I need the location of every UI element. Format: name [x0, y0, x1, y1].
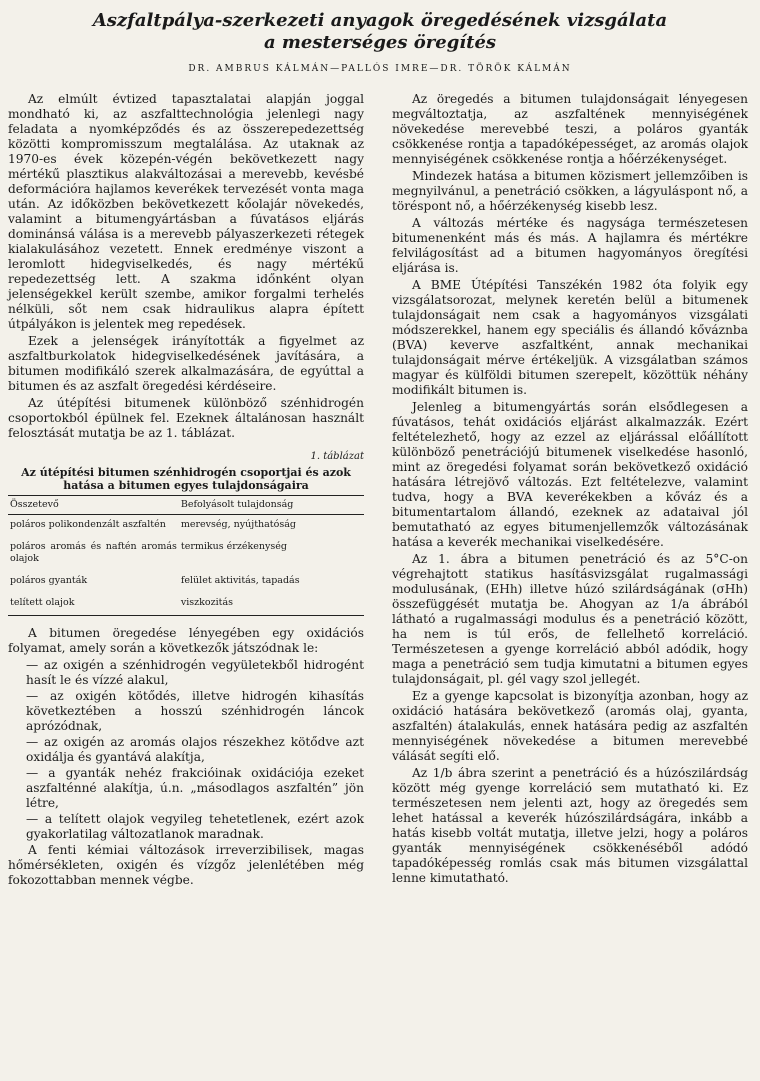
table-cell: poláros polikondenzált aszfaltén [10, 519, 166, 530]
paragraph: Az útépítési bitumenek különböző szénhidrogén csoportokból épülnek fel. Ezeknek általánosan használt felosztását mutatja be az 1. táblázat. [8, 396, 364, 440]
table-cell: telített olajok [8, 593, 179, 616]
table-label: 1. táblázat [310, 451, 364, 462]
paragraph: Az elmúlt évtized tapasztalatai alapján joggal mondható ki, az aszfalttechnológia jelenlegi nagy feladata a nyomképződés és az összerepedezettség közötti kompromisszum megtalálása. Az utaknak az 1970-es évek közepén-végén bekövetkezett nagy mértékű plasztikus alakváltozásai a merevebb, kevésbé deformációra hajlamos keverékek tervezését vonta maga után. Az időközben bekövetkezett kőolajár növekedés, valamint a bitumengyártásban a fúvatásos eljárás dominánsá válása is a merevebb pályaszerkezeti rétegek kialakulásához vezetett. Ennek eredménye viszont a leromlott hidegviselkedés, és nagy mértékű repedezettség lett. A szakma időnként olyan jelenségekkel került szembe, amikor forgalmi terhelés nélküli, sőt nem csak hidraulikus alapra épített útpályákon is jelentek meg repedések. [8, 92, 364, 331]
paragraph: Ezek a jelenségek irányították a figyelmet az aszfaltburkolatok hidegviselkedésének javítására, a bitumen modifikáló szerek alkalmazására, de egyúttal a bitumen és az aszfalt öregedési kérdéseire. [8, 334, 364, 393]
table-header-cell: Összetevő [8, 496, 179, 515]
table-row [8, 515, 364, 538]
paragraph: Mindezek hatása a bitumen közismert jellemzőiben is megnyilvánul, a penetráció csökken, a lágyuláspont nő, a töréspont nő, a hőérzékenység kisebb lesz. [392, 169, 748, 213]
left-column [8, 92, 364, 890]
paragraph: Az 1. ábra a bitumen penetráció és az 5°C-on végrehajtott statikus hasításvizsgálat rugalmassági modulusának, (EHh) illetve húzó szilárdságának (σHh) összefüggését mutatja be. Ahogyan az 1/a ábrából látható a rugalmassági modulus és a penetráció között, ha nem is túl erős, de fellelhető korreláció. Természetesen a gyenge korreláció abból adódik, hogy maga a penetráció sem tudja kimutatni a bitumen egyes tulajdonságait, pl. gél vagy szol jellegét. [392, 552, 748, 686]
right-column [392, 92, 748, 888]
table-row [8, 593, 364, 616]
table-cell: termikus érzékenység [180, 541, 287, 552]
table-header-row [8, 496, 364, 515]
spacer [8, 616, 364, 626]
table-cell: poláros gyanták [10, 575, 88, 586]
paragraph: Jelenleg a bitumengyártás során elsődlegesen a fúvatásos, tehát oxidációs eljárást alkalmazzák. Ezért feltételezhető, hogy az ezzel az eljárással előállított különböző penetrációjú bitumenek viselkedése hasonló, mint az öregedési folyamat során bekövetkező oxidáció hatására létrejövő változás. Ezt feltételezve, valamint tudva, hogy a BVA keverékekben a kőváz és a bitumentartalom állandó, ezeknek az adataival jól bemutatható az egyes bitumenjellemzők változásának hatása a keverék mechanikai viselkedésére. [392, 400, 748, 549]
list-item: — a telített olajok vegyileg tehetetlenek, ezért azok gyakorlatilag változatlanok maradnak. [26, 812, 364, 841]
list-item: — az oxigén a szénhidrogén vegyületekből hidrogént hasít le és vízzé alakul, [26, 658, 364, 687]
list-item: — az oxigén kötődés, illetve hidrogén kihasítás következtében a hosszú szénhidrogén láncok aprózódnak, [26, 689, 364, 733]
list-item: — az oxigén az aromás olajos részekhez kötődve azt oxidálja és gyantává alakítja, [26, 735, 364, 764]
title-line-2: a mesterséges öregítés [263, 32, 497, 53]
table-row [8, 537, 364, 571]
hydrocarbon-table [8, 495, 364, 616]
table-cell: viszkozitás [179, 593, 364, 616]
paragraph: Az 1/b ábra szerint a penetráció és a húzószilárdság között még gyenge korreláció sem mutatható ki. Ez természetesen nem jelenti azt, hogy az öregedés sem lehet hatással a keverék húzószilárdságára, inkább a hatás kisebb voltát mutatja, illetve jelzi, hogy a poláros gyanták mennyiségének csökkenéséből adódó tapadóképesség romlás csak más bitumen vizsgálattal lenne kimutatható. [392, 766, 748, 885]
table-row [8, 571, 364, 593]
table-cell: poláros aromás és naftén aromás olajok [10, 541, 177, 564]
title-line-1: Aszfaltpálya-szerkezeti anyagok öregedésének vizsgálata [92, 10, 668, 31]
table-cell: felület aktivitás, tapadás [180, 575, 300, 586]
paragraph: A változás mértéke és nagysága természetesen bitumenenként más és más. A hajlamra és mértékre felvilágosítást ad a bitumen hagyományos öregítési eljárása is. [392, 216, 748, 275]
author-list: DR. AMBRUS KÁLMÁN—PALLÓS IMRE—DR. TÖRÖK KÁLMÁN [188, 64, 572, 74]
paragraph: Az öregedés a bitumen tulajdonságait lényegesen megváltoztatja, az aszfaltének mennyiségének növekedése merevebbé teszi, a poláros gyanták csökkenése rontja a tapadóképességet, az aromás olajok mennyiségének csökkenése rontja a hőérzékenységet. [392, 92, 748, 166]
list-item: — a gyanták nehéz frakcióinak oxidációja ezeket aszfalténné alakítja, ú.n. „másodlagos aszfaltén” jön létre, [26, 766, 364, 810]
table-cell: merevség, nyújthatóság [180, 519, 296, 530]
paragraph: A bitumen öregedése lényegében egy oxidációs folyamat, amely során a következők játszódnak le: [8, 626, 364, 655]
article-title [60, 10, 700, 54]
table-header-cell: Befolyásolt tulajdonság [179, 496, 364, 515]
table-title: Az útépítési bitumen szénhidrogén csoportjai és azok hatása a bitumen egyes tulajdonságaira [21, 466, 351, 492]
paragraph: A BME Útépítési Tanszékén 1982 óta folyik egy vizsgálatsorozat, melynek keretén belül a bitumenek tulajdonságait nem csak a hagyományos vizsgálati módszerekkel, hanem egy speciális és állandó kőváznba (BVA) keverve aszfaltként, annak mechanikai tulajdonságait mérve értékeljük. A vizsgálatban számos magyar és külföldi bitumen szerepelt, közöttük néhány modifikált bitumen is. [392, 278, 748, 397]
paragraph: Ez a gyenge kapcsolat is bizonyítja azonban, hogy az oxidáció hatására bekövetkező (aromás olaj, gyanta, aszfaltén) átalakulás, ennek hatására pedig az aszfaltén mennyiségének növekedése a bitumen merevebbé válását segíti elő. [392, 689, 748, 763]
paragraph: A fenti kémiai változások irreverzibilisek, magas hőmérsékleten, oxigén és vízgőz jelenlétében még fokozottabban mennek végbe. [8, 843, 364, 887]
